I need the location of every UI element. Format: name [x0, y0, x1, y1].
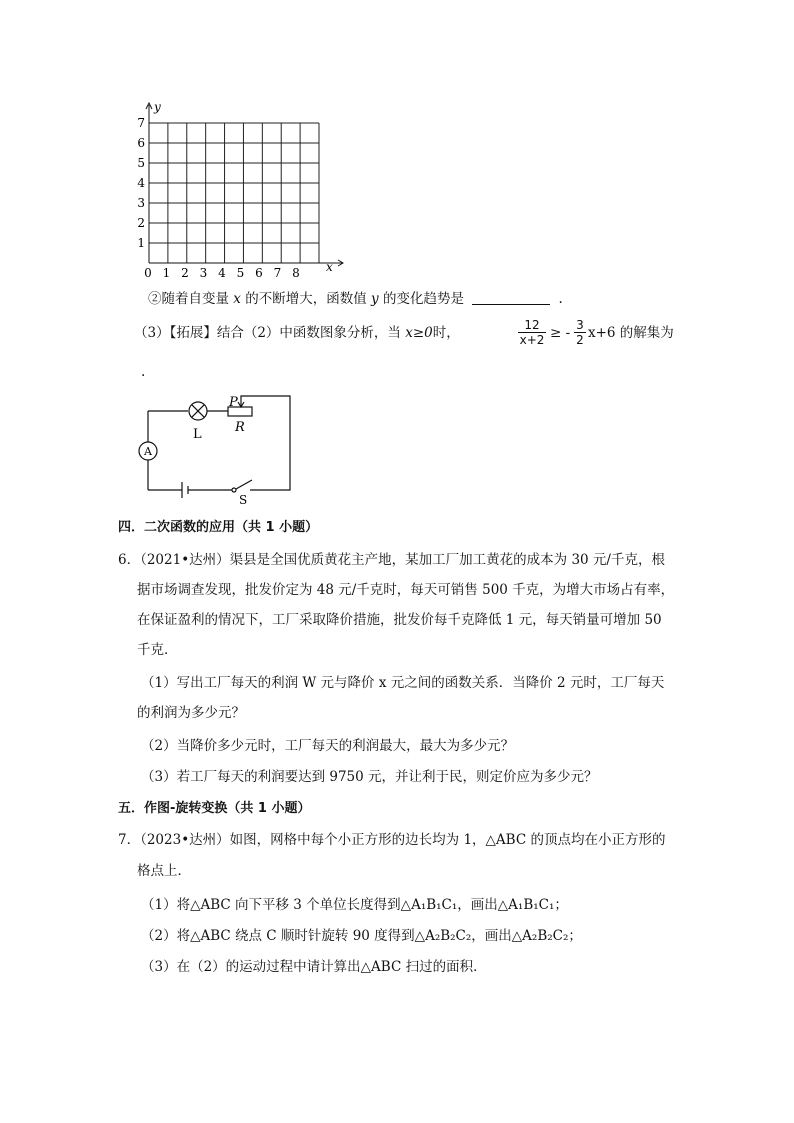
x-tick-label: 7	[273, 266, 282, 280]
x-tick-label: 6	[255, 266, 263, 280]
x-tick-label: 8	[292, 266, 300, 280]
x-tick-label: 3	[199, 266, 208, 280]
x-tick-label: 4	[218, 266, 226, 280]
y-axis-label: y	[154, 100, 161, 114]
section-4-title: 四．二次函数的应用（共 1 小题）	[118, 520, 319, 535]
y-tick-label: 3	[137, 196, 145, 210]
fraction-12-over-x-plus-2: $\frac{12}{x+2}$	[519, 318, 545, 347]
x-tick-label: 5	[236, 266, 245, 280]
q7-sub1: （1）将△ABC 向下平移 3 个单位长度得到△A₁B₁C₁，画出△A₁B₁C₁；	[141, 897, 568, 913]
y-tick-label: 1	[137, 236, 145, 250]
coordinate-grid	[130, 95, 350, 280]
q6-sub3: （3）若工厂每天的利润要达到 9750 元，并让利于民，则定价应为多少元？	[141, 769, 598, 785]
grid-lines	[149, 123, 319, 263]
q6-sub1-line-2: 的利润为多少元？	[137, 705, 245, 721]
x-tick-label: 2	[181, 266, 189, 280]
y-tick-label: 4	[137, 176, 145, 190]
q7-sub3: （3）在（2）的运动过程中请计算出△ABC 扫过的面积．	[141, 959, 487, 975]
circuit-diagram	[132, 390, 302, 508]
label-L: L	[193, 427, 202, 442]
inequality-tail: x+6 的解集为	[588, 325, 674, 341]
y-tick-label: 2	[137, 216, 145, 230]
x-axis-label: x	[326, 260, 333, 274]
x-tick-label: 1	[162, 266, 171, 280]
q5-part3: （3）【拓展】结合（2）中函数图象分析，当 x≥0时，	[134, 325, 460, 341]
q7-line-1: 7．（2023•达州）如图，网格中每个小正方形的边长均为 1，△ABC 的顶点均在小正方形的	[118, 832, 666, 848]
q7-sub2: （2）将△ABC 绕点 C 顺时针旋转 90 度得到△A₂B₂C₂，画出△A₂B₂C₂；	[141, 928, 582, 944]
label-P: P	[229, 395, 238, 410]
q7-line-2: 格点上．	[137, 863, 191, 879]
y-tick-label: 7	[137, 116, 145, 130]
q5-part2-item2: ②随着自变量 x 的不断增大，函数值 y 的变化趋势是 .	[148, 291, 563, 307]
label-R: R	[235, 420, 245, 435]
y-tick-label: 5	[137, 156, 145, 170]
inequality-sign: ≥ -	[550, 325, 571, 341]
label-S: S	[239, 493, 248, 507]
q6-line-4: 千克．	[137, 642, 178, 658]
q6-line-3: 在保证盈利的情况下，工厂采取降价措施，批发价每千克降低 1 元，每天销量可增加 50	[137, 612, 662, 628]
y-tick-label: 6	[137, 136, 145, 150]
section-5-title: 五．作图-旋转变换（共 1 小题）	[118, 801, 311, 816]
q6-line-2: 据市场调查发现，批发价定为 48 元/千克时，每天可销售 500 千克，为增大市场占有率，	[137, 582, 675, 598]
q6-line-1: 6．（2021•达州）渠县是全国优质黄花主产地，某加工厂加工黄花的成本为 30 元/千克，根	[118, 552, 665, 568]
x-tick-label: 0	[144, 266, 152, 280]
switch-lever	[236, 480, 252, 489]
q5-part3-end: .	[141, 364, 146, 380]
answer-blank	[472, 290, 550, 305]
fraction-3-over-2: $\frac{3}{2}$	[574, 318, 586, 347]
q6-sub2: （2）当降价多少元时，工厂每天的利润最大，最大为多少元？	[141, 738, 515, 754]
label-A: A	[144, 445, 152, 458]
q6-sub1-line-1: （1）写出工厂每天的利润 W 元与降价 x 元之间的函数关系．当降价 2 元时，工厂每天	[141, 675, 665, 691]
switch-pivot	[232, 488, 236, 492]
